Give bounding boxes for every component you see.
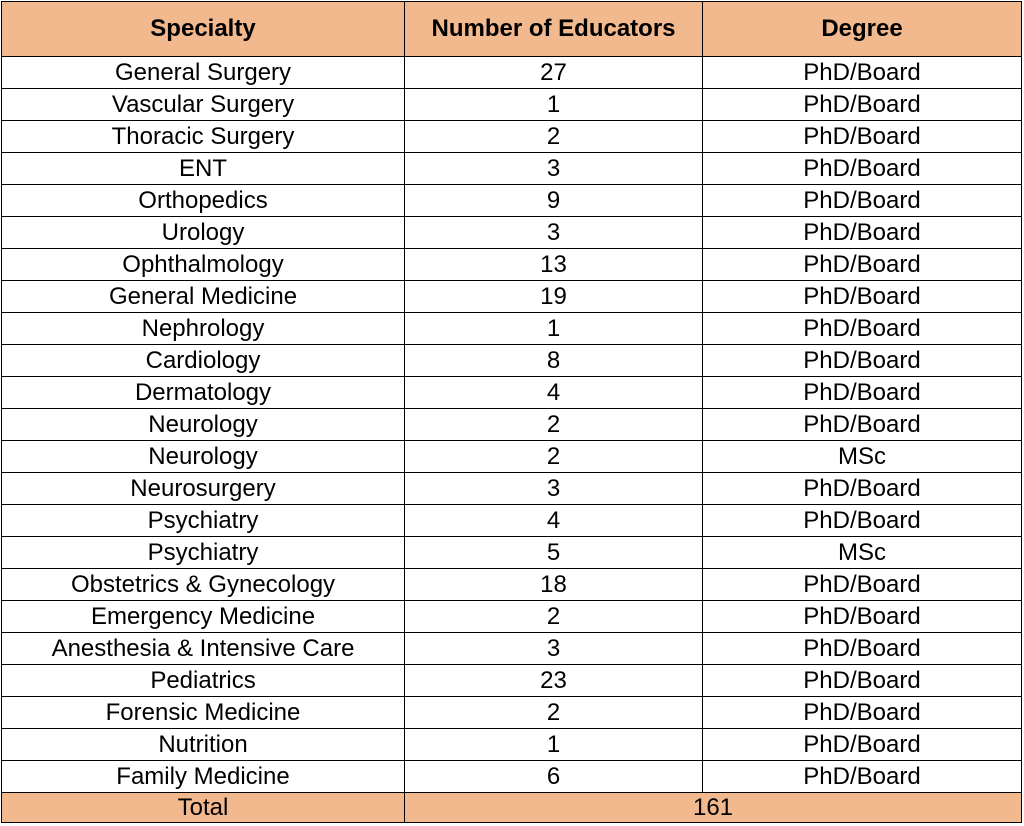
table-body: [2, 57, 1022, 793]
cell-degree: PhD/Board: [703, 153, 1022, 185]
cell-degree: PhD/Board: [703, 505, 1022, 537]
educators-table-container: [1, 1, 1021, 823]
cell-number-of-educators: 2: [405, 441, 703, 473]
table-row: [2, 441, 1022, 473]
cell-specialty: Ophthalmology: [2, 249, 405, 281]
cell-specialty: Vascular Surgery: [2, 89, 405, 121]
cell-degree: PhD/Board: [703, 57, 1022, 89]
cell-number-of-educators: 9: [405, 185, 703, 217]
cell-specialty: Neurology: [2, 409, 405, 441]
total-label: Total: [2, 793, 405, 823]
cell-specialty: Family Medicine: [2, 761, 405, 793]
table-footer: [2, 793, 1022, 823]
cell-number-of-educators: 8: [405, 345, 703, 377]
header-specialty: Specialty: [2, 2, 405, 57]
table-row: [2, 185, 1022, 217]
cell-degree: PhD/Board: [703, 217, 1022, 249]
table-row: [2, 57, 1022, 89]
cell-number-of-educators: 2: [405, 121, 703, 153]
cell-specialty: Emergency Medicine: [2, 601, 405, 633]
cell-number-of-educators: 18: [405, 569, 703, 601]
cell-specialty: Thoracic Surgery: [2, 121, 405, 153]
cell-degree: PhD/Board: [703, 281, 1022, 313]
cell-number-of-educators: 13: [405, 249, 703, 281]
table-row: [2, 601, 1022, 633]
cell-specialty: Psychiatry: [2, 505, 405, 537]
cell-specialty: Nutrition: [2, 729, 405, 761]
cell-degree: PhD/Board: [703, 89, 1022, 121]
table-row: [2, 313, 1022, 345]
educators-table: [1, 1, 1022, 823]
cell-degree: MSc: [703, 441, 1022, 473]
cell-number-of-educators: 4: [405, 377, 703, 409]
table-row: [2, 153, 1022, 185]
cell-specialty: Pediatrics: [2, 665, 405, 697]
table-row: [2, 697, 1022, 729]
cell-degree: PhD/Board: [703, 665, 1022, 697]
cell-degree: PhD/Board: [703, 409, 1022, 441]
cell-number-of-educators: 19: [405, 281, 703, 313]
cell-degree: PhD/Board: [703, 473, 1022, 505]
cell-specialty: Nephrology: [2, 313, 405, 345]
cell-number-of-educators: 5: [405, 537, 703, 569]
cell-number-of-educators: 3: [405, 473, 703, 505]
cell-degree: PhD/Board: [703, 569, 1022, 601]
cell-specialty: ENT: [2, 153, 405, 185]
cell-number-of-educators: 2: [405, 697, 703, 729]
table-row: [2, 217, 1022, 249]
cell-specialty: Anesthesia & Intensive Care: [2, 633, 405, 665]
header-degree: Degree: [703, 2, 1022, 57]
cell-specialty: Forensic Medicine: [2, 697, 405, 729]
cell-specialty: Dermatology: [2, 377, 405, 409]
table-row: [2, 505, 1022, 537]
cell-number-of-educators: 3: [405, 217, 703, 249]
cell-degree: PhD/Board: [703, 697, 1022, 729]
table-row: [2, 345, 1022, 377]
cell-degree: PhD/Board: [703, 345, 1022, 377]
cell-number-of-educators: 1: [405, 89, 703, 121]
table-row: [2, 249, 1022, 281]
cell-specialty: General Medicine: [2, 281, 405, 313]
cell-specialty: Cardiology: [2, 345, 405, 377]
cell-specialty: Neurosurgery: [2, 473, 405, 505]
cell-specialty: Neurology: [2, 441, 405, 473]
table-row: [2, 537, 1022, 569]
cell-number-of-educators: 27: [405, 57, 703, 89]
table-row: [2, 473, 1022, 505]
table-row: [2, 761, 1022, 793]
cell-degree: PhD/Board: [703, 761, 1022, 793]
cell-degree: PhD/Board: [703, 633, 1022, 665]
total-value: 161: [405, 793, 1022, 823]
cell-degree: PhD/Board: [703, 601, 1022, 633]
cell-degree: PhD/Board: [703, 121, 1022, 153]
cell-degree: PhD/Board: [703, 729, 1022, 761]
table-row: [2, 377, 1022, 409]
cell-number-of-educators: 2: [405, 409, 703, 441]
cell-degree: PhD/Board: [703, 377, 1022, 409]
table-row: [2, 665, 1022, 697]
header-row: [2, 2, 1022, 57]
table-row: [2, 89, 1022, 121]
cell-number-of-educators: 2: [405, 601, 703, 633]
cell-number-of-educators: 3: [405, 153, 703, 185]
cell-number-of-educators: 1: [405, 313, 703, 345]
cell-number-of-educators: 6: [405, 761, 703, 793]
cell-specialty: Orthopedics: [2, 185, 405, 217]
cell-specialty: General Surgery: [2, 57, 405, 89]
cell-number-of-educators: 23: [405, 665, 703, 697]
total-row: [2, 793, 1022, 823]
cell-degree: PhD/Board: [703, 185, 1022, 217]
table-header: [2, 2, 1022, 57]
cell-number-of-educators: 4: [405, 505, 703, 537]
table-row: [2, 729, 1022, 761]
table-row: [2, 281, 1022, 313]
cell-degree: PhD/Board: [703, 313, 1022, 345]
cell-number-of-educators: 1: [405, 729, 703, 761]
cell-degree: MSc: [703, 537, 1022, 569]
cell-number-of-educators: 3: [405, 633, 703, 665]
table-row: [2, 633, 1022, 665]
header-number-of-educators: Number of Educators: [405, 2, 703, 57]
table-row: [2, 409, 1022, 441]
cell-specialty: Urology: [2, 217, 405, 249]
table-row: [2, 121, 1022, 153]
cell-specialty: Psychiatry: [2, 537, 405, 569]
cell-degree: PhD/Board: [703, 249, 1022, 281]
cell-specialty: Obstetrics & Gynecology: [2, 569, 405, 601]
table-row: [2, 569, 1022, 601]
